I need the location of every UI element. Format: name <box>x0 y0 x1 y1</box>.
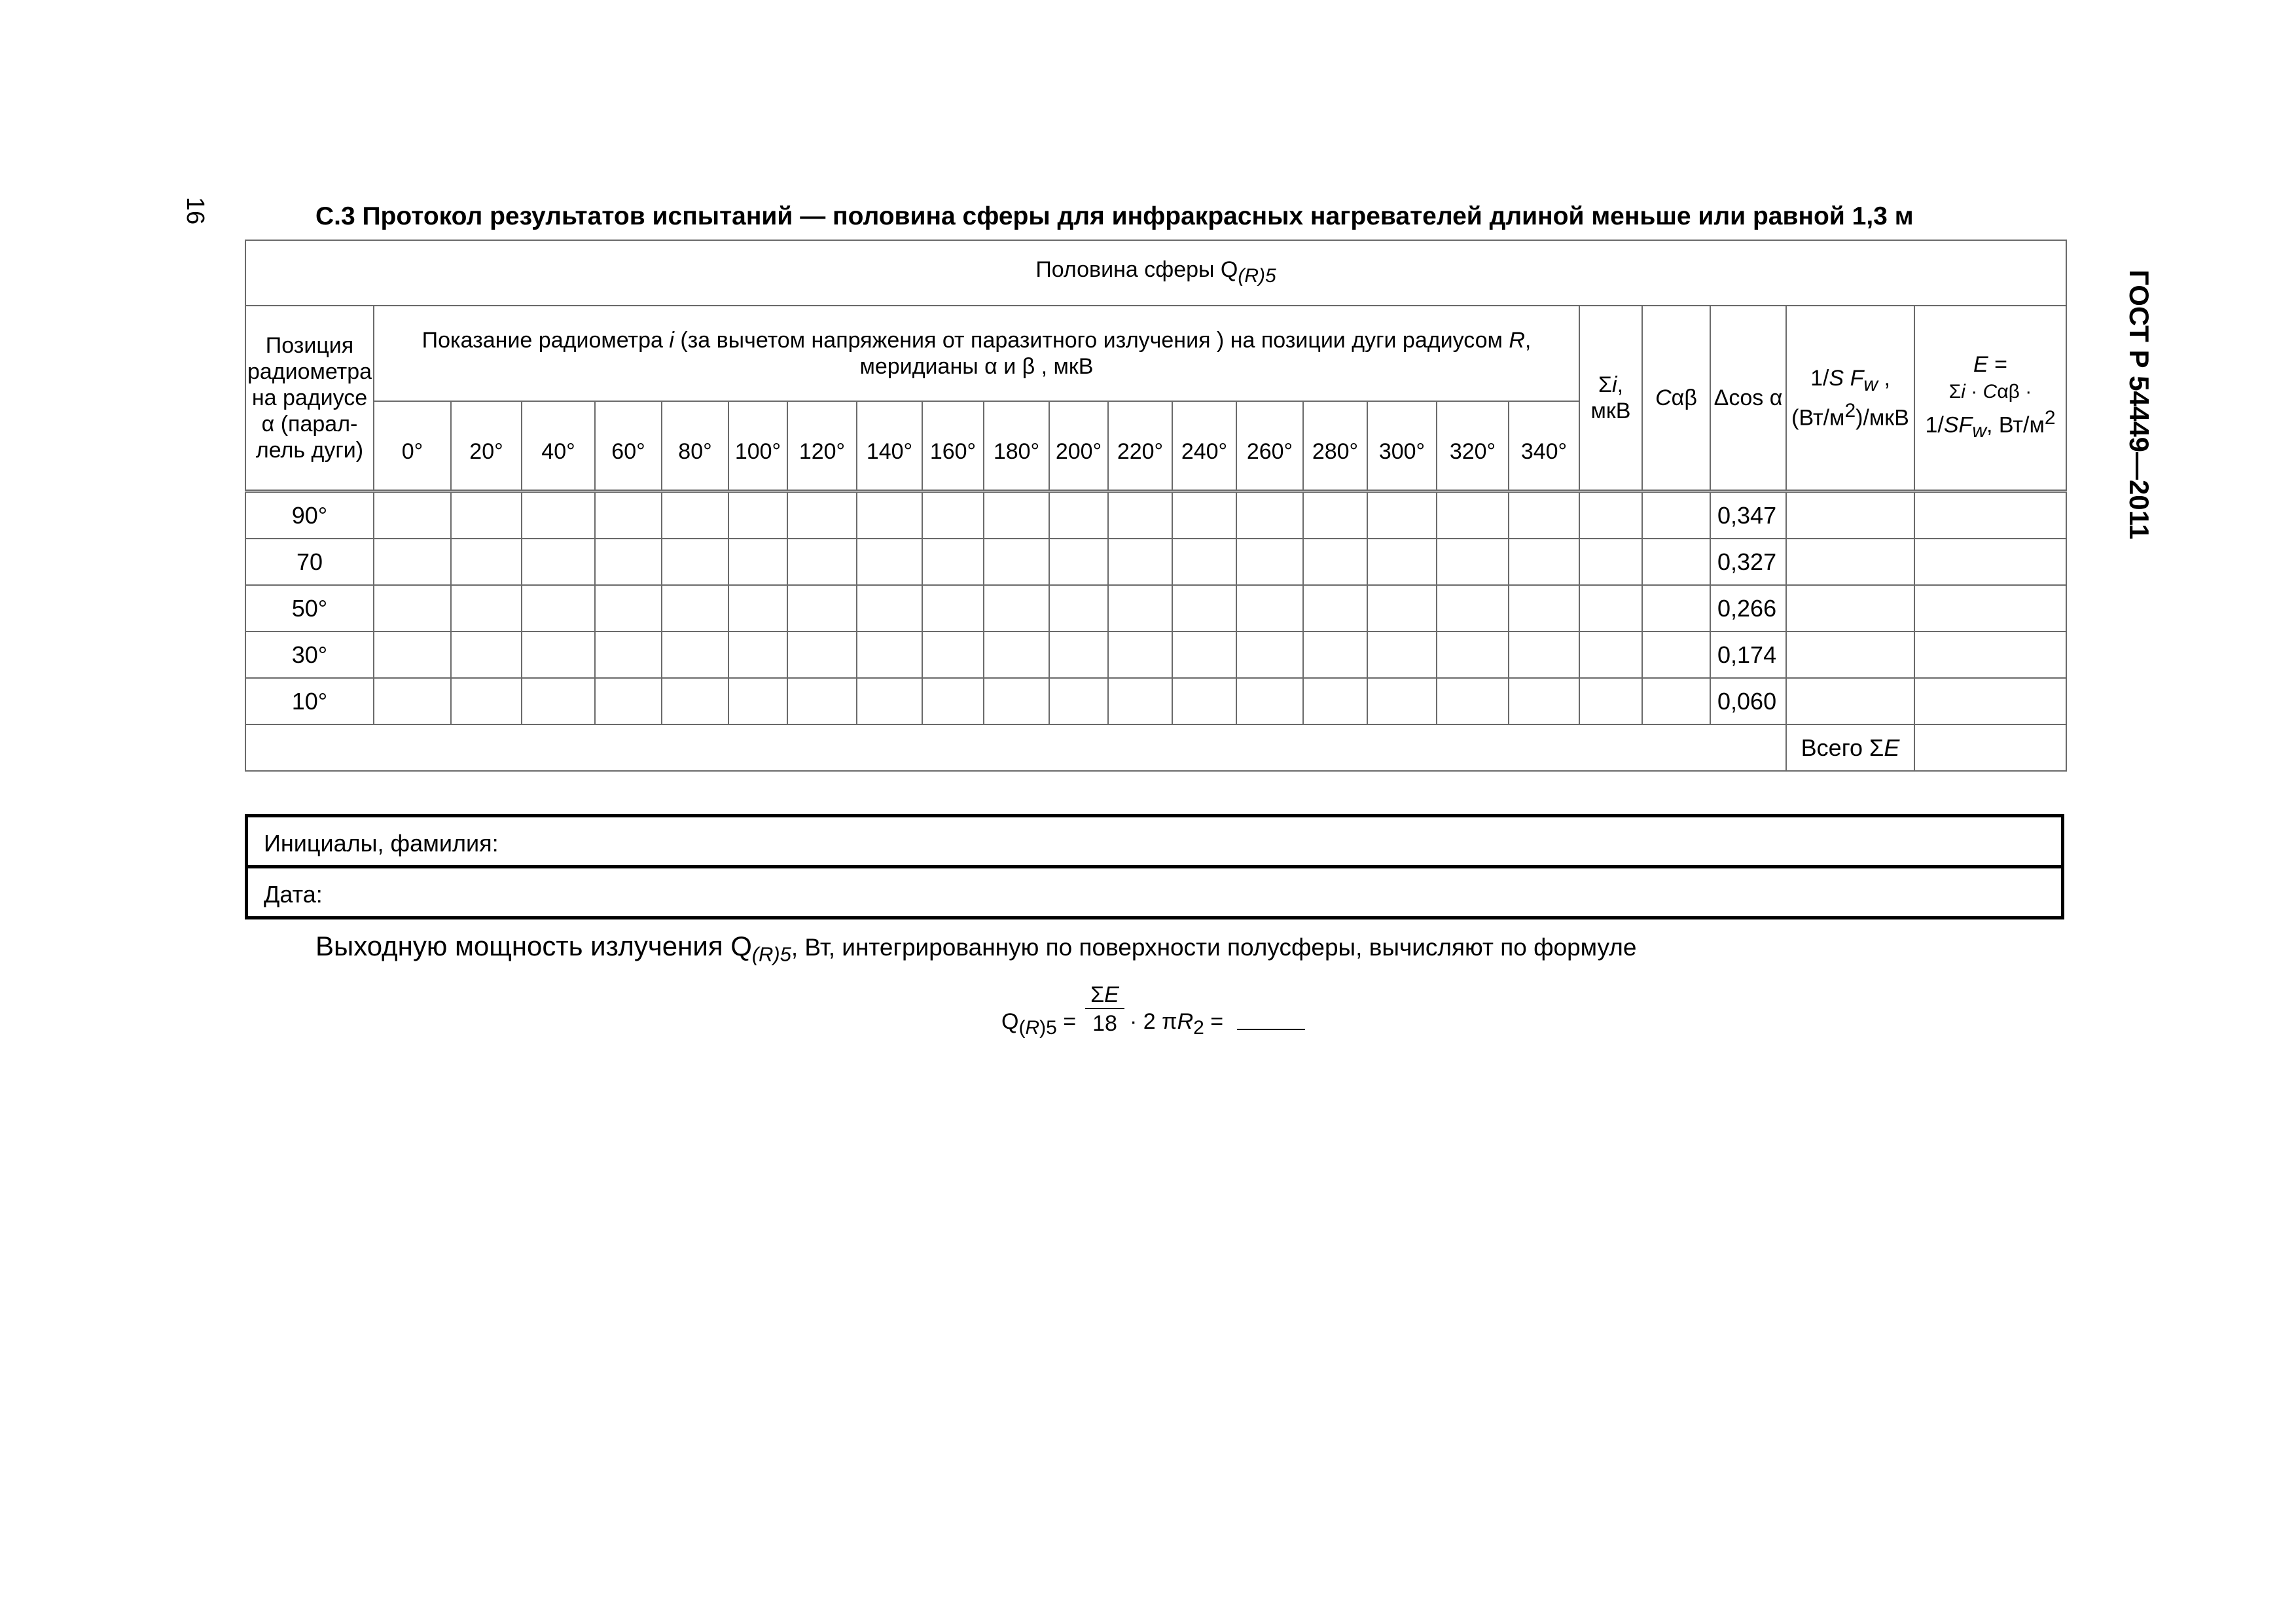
c-alpha-beta-header: Cαβ <box>1642 306 1710 491</box>
delta-cos-cell: 0,347 <box>1710 491 1786 539</box>
reading-cell[interactable] <box>1303 632 1367 678</box>
position-cell: 10° <box>245 678 374 724</box>
position-cell: 90° <box>245 491 374 539</box>
reading-cell[interactable] <box>1108 585 1172 632</box>
name-field[interactable] <box>248 817 2061 865</box>
reading-cell[interactable] <box>1108 678 1172 724</box>
reading-cell[interactable] <box>374 491 451 539</box>
angle-header: 300° <box>1367 401 1437 491</box>
total-label: Всего ΣE <box>1786 724 1914 771</box>
angle-header: 140° <box>857 401 922 491</box>
reading-cell[interactable] <box>522 491 595 539</box>
reading-cell[interactable] <box>1049 491 1108 539</box>
formula-fraction <box>1085 982 1124 1038</box>
reading-cell[interactable] <box>857 585 922 632</box>
c-alpha-beta-cell[interactable] <box>1642 491 1710 539</box>
reading-cell[interactable] <box>1172 491 1236 539</box>
table-row <box>245 539 2066 585</box>
reading-cell[interactable] <box>922 585 984 632</box>
reading-cell[interactable] <box>374 632 451 678</box>
reading-cell[interactable] <box>662 539 728 585</box>
sum-i-cell[interactable] <box>1579 632 1642 678</box>
inverse-sf-cell[interactable] <box>1786 539 1914 585</box>
formula-rhs: · 2 $\pi R_2$ = <box>1130 1009 1224 1039</box>
reading-cell[interactable] <box>1236 491 1303 539</box>
sum-i-cell[interactable] <box>1579 539 1642 585</box>
reading-cell[interactable] <box>1108 491 1172 539</box>
reading-cell[interactable] <box>1509 539 1579 585</box>
reading-cell[interactable] <box>984 678 1049 724</box>
reading-cell[interactable] <box>984 539 1049 585</box>
reading-cell[interactable] <box>662 678 728 724</box>
reading-cell[interactable] <box>984 632 1049 678</box>
angle-header: 60° <box>595 401 662 491</box>
angle-header: 220° <box>1108 401 1172 491</box>
reading-cell[interactable] <box>1437 539 1509 585</box>
reading-cell[interactable] <box>595 585 662 632</box>
reading-header: Показание радиометра i (за вычетом напряжения от паразитного излучения ) на позиции дуги радиусом R, меридианы α и β , мкВ <box>374 306 1579 401</box>
reading-cell[interactable] <box>451 678 522 724</box>
sum-i-cell[interactable] <box>1579 491 1642 539</box>
reading-cell[interactable] <box>662 585 728 632</box>
angle-header: 240° <box>1172 401 1236 491</box>
reading-cell[interactable] <box>1367 585 1437 632</box>
reading-cell[interactable] <box>522 632 595 678</box>
reading-cell[interactable] <box>1367 539 1437 585</box>
sum-i-cell[interactable] <box>1579 678 1642 724</box>
results-table <box>245 240 2067 772</box>
reading-cell[interactable] <box>451 539 522 585</box>
formula-numerator: ΣE <box>1085 982 1124 1009</box>
inverse-sf-header: 1/S $F_w$ , $(Вт/м^2)$/мкВ <box>1786 306 1914 491</box>
angle-header: 0° <box>374 401 451 491</box>
sum-i-header: Σi, мкВ <box>1579 306 1642 491</box>
total-spacer <box>245 724 1786 771</box>
reading-cell[interactable] <box>922 491 984 539</box>
inverse-sf-cell[interactable] <box>1786 585 1914 632</box>
reading-cell[interactable] <box>1108 539 1172 585</box>
reading-cell[interactable] <box>1303 678 1367 724</box>
inverse-sf-cell[interactable] <box>1786 632 1914 678</box>
table-row <box>245 585 2066 632</box>
formula-description: Выходную мощность излучения $Q_{(R)5}$, Вт, интегрированную по поверхности полусферы, вычисляют по формуле <box>315 931 1637 966</box>
angle-header: 320° <box>1437 401 1509 491</box>
reading-cell[interactable] <box>1172 585 1236 632</box>
reading-cell[interactable] <box>787 539 857 585</box>
reading-cell[interactable] <box>374 539 451 585</box>
reading-cell[interactable] <box>1236 539 1303 585</box>
reading-cell[interactable] <box>787 585 857 632</box>
angle-header: 160° <box>922 401 984 491</box>
reading-cell[interactable] <box>1437 585 1509 632</box>
section-title: С.3 Протокол результатов испытаний — половина сферы для инфракрасных нагревателей длиной меньше или равной 1,3 м <box>315 202 1914 230</box>
standard-code: ГОСТ Р 54449—2011 <box>2124 269 2155 540</box>
e-cell[interactable] <box>1914 678 2066 724</box>
reading-cell[interactable] <box>1172 632 1236 678</box>
reading-cell[interactable] <box>522 678 595 724</box>
reading-cell[interactable] <box>374 585 451 632</box>
reading-cell[interactable] <box>1509 632 1579 678</box>
reading-cell[interactable] <box>728 539 787 585</box>
inverse-sf-cell[interactable] <box>1786 491 1914 539</box>
reading-cell[interactable] <box>1437 678 1509 724</box>
reading-cell[interactable] <box>1303 585 1367 632</box>
reading-cell[interactable] <box>595 491 662 539</box>
reading-cell[interactable] <box>857 491 922 539</box>
reading-cell[interactable] <box>1172 678 1236 724</box>
reading-cell[interactable] <box>984 491 1049 539</box>
signature-box <box>245 814 2064 919</box>
reading-cell[interactable] <box>451 491 522 539</box>
reading-cell[interactable] <box>984 585 1049 632</box>
delta-cos-header: Δcos α <box>1710 306 1786 491</box>
reading-cell[interactable] <box>728 678 787 724</box>
reading-cell[interactable] <box>1172 539 1236 585</box>
reading-cell[interactable] <box>922 678 984 724</box>
position-header: Позиция радиометра на радиусе α (парал- лель дуги) <box>245 306 374 491</box>
table-caption: Половина сферы $Q_{(R)5}$ <box>245 240 2066 306</box>
reading-cell[interactable] <box>1303 491 1367 539</box>
reading-cell[interactable] <box>857 632 922 678</box>
reading-cell[interactable] <box>1303 539 1367 585</box>
inverse-sf-cell[interactable] <box>1786 678 1914 724</box>
reading-cell[interactable] <box>1509 678 1579 724</box>
delta-cos-cell: 0,174 <box>1710 632 1786 678</box>
c-alpha-beta-cell[interactable] <box>1642 632 1710 678</box>
date-label: Дата: <box>264 881 323 908</box>
reading-cell[interactable] <box>522 539 595 585</box>
reading-cell[interactable] <box>595 632 662 678</box>
angle-header: 120° <box>787 401 857 491</box>
reading-cell[interactable] <box>1509 491 1579 539</box>
reading-cell[interactable] <box>1236 678 1303 724</box>
reading-cell[interactable] <box>451 585 522 632</box>
delta-cos-cell: 0,060 <box>1710 678 1786 724</box>
e-cell[interactable] <box>1914 632 2066 678</box>
angle-header: 260° <box>1236 401 1303 491</box>
caption-subscript: (R)5 <box>1238 264 1276 287</box>
delta-cos-cell: 0,327 <box>1710 539 1786 585</box>
reading-cell[interactable] <box>922 632 984 678</box>
angle-header: 340° <box>1509 401 1579 491</box>
formula-denominator: 18 <box>1092 1011 1117 1036</box>
c-alpha-beta-cell[interactable] <box>1642 678 1710 724</box>
reading-cell[interactable] <box>662 632 728 678</box>
reading-cell[interactable] <box>922 539 984 585</box>
c-alpha-beta-cell[interactable] <box>1642 585 1710 632</box>
total-e-cell[interactable] <box>1914 724 2066 771</box>
total-row <box>245 724 2066 771</box>
reading-cell[interactable] <box>595 678 662 724</box>
reading-cell[interactable] <box>728 632 787 678</box>
formula-lhs: $Q_{(R)5}$ = <box>1001 1009 1077 1039</box>
reading-cell[interactable] <box>522 585 595 632</box>
reading-cell[interactable] <box>1437 491 1509 539</box>
reading-cell[interactable] <box>728 491 787 539</box>
formula-lhs-subscript: (R)5 <box>1018 1016 1057 1039</box>
angle-header: 100° <box>728 401 787 491</box>
e-header: E = Σi · Cαβ · $1/SF_w$, $Вт/м^2$ <box>1914 306 2066 491</box>
angle-header: 200° <box>1049 401 1108 491</box>
reading-cell[interactable] <box>787 632 857 678</box>
reading-cell[interactable] <box>595 539 662 585</box>
reading-cell[interactable] <box>1367 491 1437 539</box>
reading-cell[interactable] <box>662 491 728 539</box>
reading-cell[interactable] <box>374 678 451 724</box>
reading-cell[interactable] <box>1049 678 1108 724</box>
reading-cell[interactable] <box>1367 678 1437 724</box>
c-alpha-beta-cell[interactable] <box>1642 539 1710 585</box>
reading-cell[interactable] <box>787 491 857 539</box>
name-label: Инициалы, фамилия: <box>264 830 499 857</box>
reading-cell[interactable] <box>1108 632 1172 678</box>
reading-cell[interactable] <box>1509 585 1579 632</box>
angle-header: 280° <box>1303 401 1367 491</box>
angle-header: 180° <box>984 401 1049 491</box>
e-cell[interactable] <box>1914 491 2066 539</box>
table-row <box>245 632 2066 678</box>
angle-header: 80° <box>662 401 728 491</box>
angle-header: 20° <box>451 401 522 491</box>
reading-cell[interactable] <box>1236 632 1303 678</box>
delta-cos-cell: 0,266 <box>1710 585 1786 632</box>
reading-cell[interactable] <box>787 678 857 724</box>
reading-cell[interactable] <box>1437 632 1509 678</box>
e-cell[interactable] <box>1914 585 2066 632</box>
table-row <box>245 678 2066 724</box>
date-field[interactable] <box>248 865 2061 916</box>
reading-cell[interactable] <box>1049 539 1108 585</box>
reading-cell[interactable] <box>728 585 787 632</box>
reading-cell[interactable] <box>1049 585 1108 632</box>
position-cell: 30° <box>245 632 374 678</box>
reading-cell[interactable] <box>1049 632 1108 678</box>
reading-cell[interactable] <box>1236 585 1303 632</box>
page-number: 16 <box>181 196 209 225</box>
position-cell: 70 <box>245 539 374 585</box>
table-row <box>245 491 2066 539</box>
e-cell[interactable] <box>1914 539 2066 585</box>
angle-header: 40° <box>522 401 595 491</box>
reading-cell[interactable] <box>857 539 922 585</box>
result-blank[interactable] <box>1237 1029 1305 1030</box>
reading-cell[interactable] <box>857 678 922 724</box>
reading-cell[interactable] <box>1367 632 1437 678</box>
power-formula <box>1001 982 1342 1060</box>
reading-cell[interactable] <box>451 632 522 678</box>
position-cell: 50° <box>245 585 374 632</box>
sum-i-cell[interactable] <box>1579 585 1642 632</box>
